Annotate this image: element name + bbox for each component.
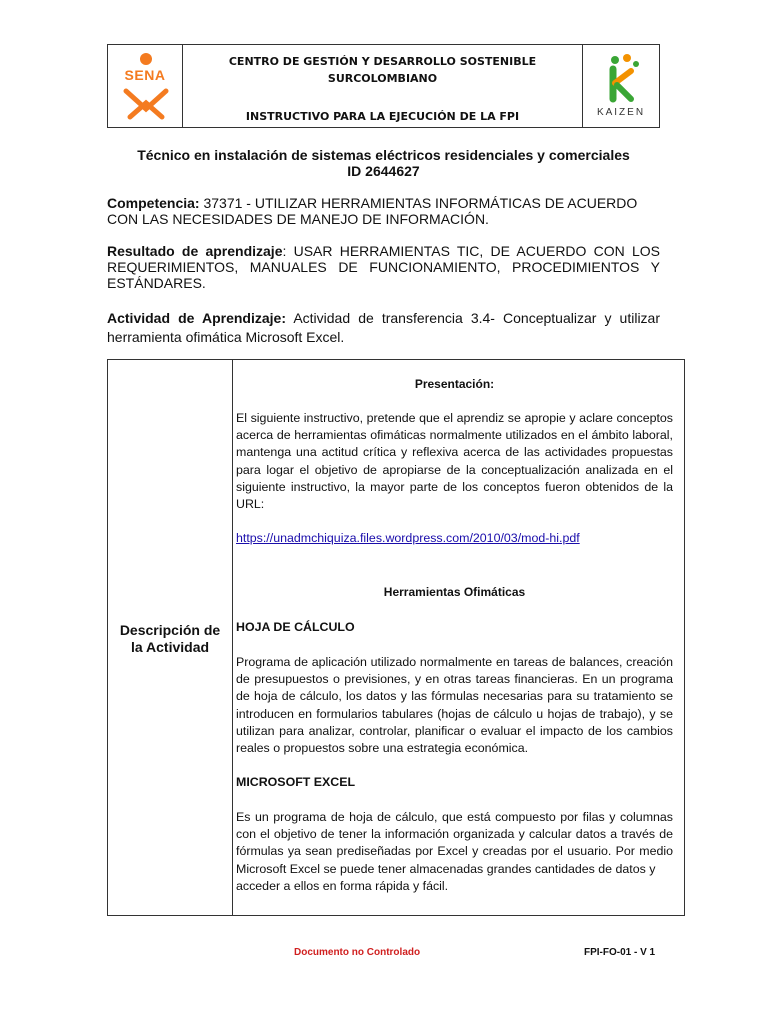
presentacion-line: El siguiente instructivo, pretende que el aprendiz se apropie y aclare conceptos bbox=[236, 411, 673, 425]
hoja-line: introducen en formularios tabulares (hojas de cálculo u hojas de trabajo), y se bbox=[236, 706, 673, 721]
presentacion-heading: Presentación: bbox=[414, 377, 495, 391]
footer-uncontrolled-notice: Documento no Controlado bbox=[294, 947, 421, 958]
excel-line: fórmulas ya sean prediseñadas por Excel y creadas por el usuario. Por medio bbox=[236, 844, 673, 859]
program-id: ID 2644627 bbox=[347, 163, 420, 179]
excel-line: acceder a ellos en forma rápida y fácil. bbox=[236, 878, 449, 893]
sena-logo-icon bbox=[120, 51, 172, 123]
table-column-divider bbox=[232, 360, 233, 915]
excel-heading: MICROSOFT EXCEL bbox=[236, 775, 356, 789]
presentacion-line: mantenga una actitud crítica y reflexiva acerca de las actividades propuestas bbox=[236, 445, 673, 460]
presentacion-line: para logar el objetivo de apropiarse de la conceptualización analizada en el bbox=[236, 462, 673, 477]
excel-line: con el objetivo de tener la información organizada y calcular datos a través de bbox=[236, 827, 673, 842]
competencia-line1: 37371 - UTILIZAR HERRAMIENTAS INFORMÁTICAS DE ACUERDO bbox=[203, 195, 638, 211]
sena-logo-cell bbox=[108, 45, 183, 127]
resultado-line1: : USAR HERRAMIENTAS TIC, DE ACUERDO CON LOS bbox=[282, 243, 660, 259]
excel-line: Microsoft Excel se puede tener almacenadas grandes cantidades de datos y bbox=[236, 861, 656, 876]
hoja-line: reales o propuestos sobre una estrategia económica. bbox=[236, 741, 529, 756]
hoja-calculo-heading: HOJA DE CÁLCULO bbox=[236, 620, 355, 634]
competencia-line2: CON LAS NECESIDADES DE MANEJO DE INFORMACIÓN. bbox=[107, 211, 489, 227]
hoja-line: Programa de aplicación utilizado normalmente en tareas de balances, creación bbox=[236, 655, 673, 669]
actividad-line1: Actividad de transferencia 3.4- Conceptualizar y utilizar bbox=[293, 310, 661, 326]
program-title: Técnico en instalación de sistemas eléctricos residenciales y comerciales bbox=[137, 147, 630, 163]
label-line-1: Descripción de bbox=[119, 622, 221, 638]
source-url-link[interactable]: https://unadmchiquiza.files.wordpress.com/2010/03/mod-hi.pdf bbox=[236, 531, 580, 545]
hoja-line: de presupuestos o previsiones, y en otras tareas financieras. En un programa bbox=[236, 672, 673, 687]
competencia-label: Competencia: bbox=[107, 195, 200, 211]
org-line-2: SURCOLOMBIANO bbox=[327, 72, 438, 85]
activity-description-label bbox=[108, 622, 232, 656]
kaizen-logo-cell bbox=[582, 45, 659, 127]
kaizen-logo-icon bbox=[597, 53, 645, 105]
actividad-line2: herramienta ofimática Microsoft Excel. bbox=[107, 329, 345, 345]
header-title-block bbox=[183, 45, 582, 127]
presentacion-line: acerca de herramientas ofimáticas normalmente utilizados en el ámbito laboral, bbox=[236, 428, 673, 443]
excel-line: Es un programa de hoja de cálculo, que está compuesto por filas y columnas bbox=[236, 810, 673, 824]
hoja-calculo-paragraph bbox=[236, 654, 673, 757]
sena-logo-text: SENA bbox=[124, 67, 166, 83]
excel-paragraph bbox=[236, 809, 673, 895]
actividad-block bbox=[107, 309, 660, 347]
competencia-block bbox=[107, 195, 660, 227]
hoja-line: de hoja de cálculo, los datos y las fórmulas necesarias para su tratamiento se bbox=[236, 689, 673, 704]
doc-title: INSTRUCTIVO PARA LA EJECUCIÓN DE LA FPI bbox=[245, 110, 520, 123]
resultado-line3: ESTÁNDARES. bbox=[107, 275, 206, 291]
resultado-block bbox=[107, 243, 660, 291]
label-line-2: la Actividad bbox=[130, 639, 210, 655]
herramientas-heading: Herramientas Ofimáticas bbox=[383, 585, 526, 599]
presentacion-line: siguiente instructivo, la mayor parte de los conceptos fueron obtenidos de la bbox=[236, 479, 673, 494]
resultado-label: Resultado de aprendizaje bbox=[107, 243, 283, 259]
kaizen-logo-text: KAIZEN bbox=[596, 107, 646, 118]
source-url-container bbox=[236, 530, 673, 547]
footer-form-code: FPI-FO-01 - V 1 bbox=[584, 947, 656, 958]
org-line-1: CENTRO DE GESTIÓN Y DESARROLLO SOSTENIBLE bbox=[228, 55, 537, 68]
activity-table bbox=[107, 359, 685, 916]
resultado-line2: REQUERIMIENTOS, MANUALES DE FUNCIONAMIENTO, PROCEDIMIENTOS Y bbox=[107, 259, 660, 275]
document-header bbox=[107, 44, 660, 128]
presentacion-paragraph bbox=[236, 410, 673, 513]
actividad-label: Actividad de Aprendizaje: bbox=[107, 310, 286, 326]
presentacion-line: URL: bbox=[236, 497, 265, 512]
hoja-line: utilizan para analizar, controlar, planificar o evaluar el impacto de los cambios bbox=[236, 723, 673, 738]
